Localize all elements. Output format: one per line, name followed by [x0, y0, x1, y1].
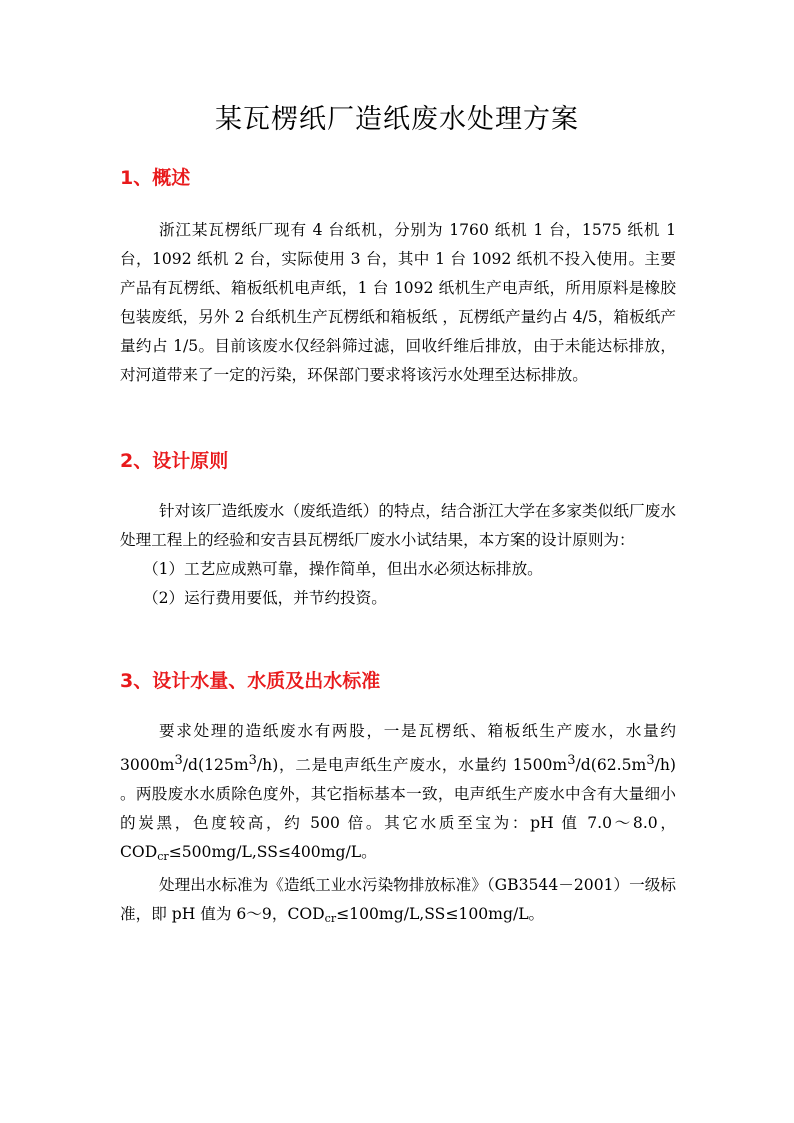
principle-item-1: （1）工艺应成熟可靠，操作简单，但出水必须达标排放。 [143, 560, 543, 578]
water-quality-body [120, 717, 676, 933]
superscript: 3 [646, 753, 655, 768]
text-run: ≤100mg/L,SS≤100mg/L。 [336, 905, 545, 924]
section-heading-overview: 1、概述 [120, 167, 191, 189]
subscript: cr [157, 850, 169, 864]
superscript: 3 [567, 753, 576, 768]
design-principles-intro: 针对该厂造纸废水（废纸造纸）的特点，结合浙江大学在多家类似纸厂废水处理工程上的经验和安吉县瓦楞纸厂废水小试结果，本方案的设计原则为： [120, 502, 676, 549]
document-title: 某瓦楞纸厂造纸废水处理方案 [215, 104, 579, 135]
text-run: /h)，二是电声纸生产废水，水量约 1500m [256, 756, 568, 775]
section-heading-design-principles: 2、设计原则 [120, 450, 229, 472]
section-heading-water-quantity-quality: 3、设计水量、水质及出水标准 [120, 670, 381, 692]
text-run: 要求处理的造纸废水有两股，一是瓦楞纸、箱板纸生产废水，水量约 3000m [120, 722, 676, 775]
text-run: /d(125m [182, 756, 249, 775]
water-quantity-paragraph [120, 717, 676, 871]
subscript: cr [324, 912, 337, 926]
superscript: 3 [248, 753, 257, 768]
text-run: /h) 。两股废水水质除色度外，其它指标基本一致，电声纸生产废水中含有大量细小的炭黑，色度较高，约 500 倍。其它水质至宝为：pH 值 7.0～8.0，COD [120, 756, 676, 862]
superscript: 3 [174, 753, 183, 768]
text-run: 处理出水标准为《造纸工业水污染物排放标准》（GB3544－2001）一级标准，即 pH 值为 6～9，COD [120, 876, 676, 924]
text-run: ≤500mg/L,SS≤400mg/L。 [168, 843, 377, 862]
principle-item-2: （2）运行费用要低，并节约投资。 [143, 589, 387, 607]
design-principles-body [120, 497, 676, 613]
effluent-standard-paragraph [120, 871, 676, 933]
text-run: /d(62.5m [575, 756, 647, 775]
overview-paragraph: 浙江某瓦楞纸厂现有 4 台纸机，分别为 1760 纸机 1 台，1575 纸机 1 台，1092 纸机 2 台，实际使用 3 台，其中 1 台 1092 纸机不投入使用。主要产品有瓦楞纸、箱板纸机电声纸，1 台 1092 纸机生产电声纸，所用原料是橡胶包装废纸，另外 2 台纸机生产瓦楞纸和箱板纸 ，瓦楞纸产量约占 4/5，箱板纸产量约占 1/5。目前该废水仅经斜筛过滤，回收纤维后排放，由于未能达标排放，对河道带来了一定的污染，环保部门要求将该污水处理至达标排放。 [120, 221, 676, 384]
